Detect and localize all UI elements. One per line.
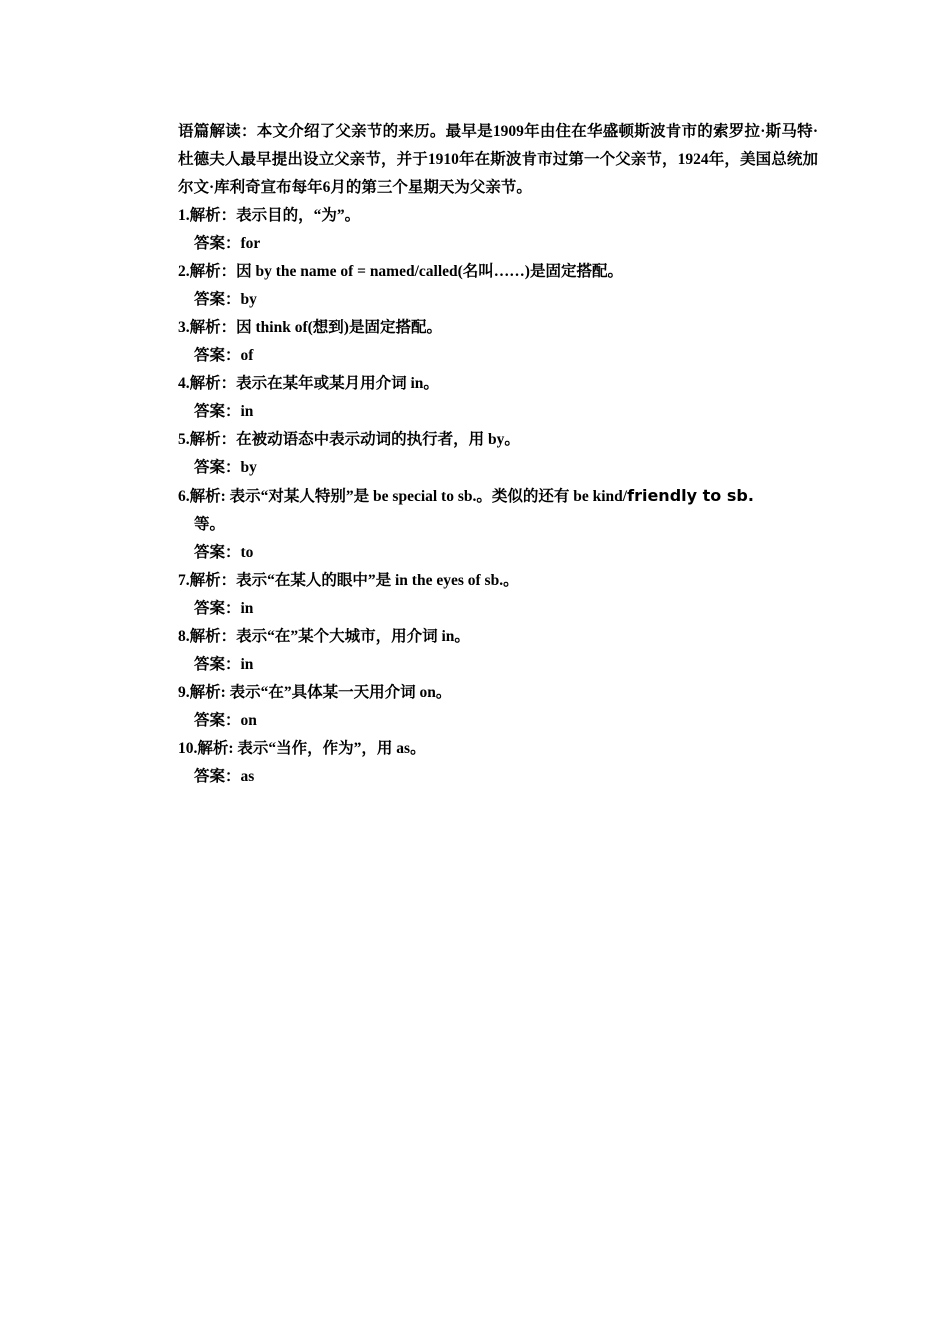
document-body <box>178 118 818 791</box>
item-7-explanation: 7.解析：表示“在某人的眼中”是 in the eyes of sb.。 <box>178 572 519 589</box>
item-10-answer: 答案：as <box>194 768 255 785</box>
summary-text: 本文介绍了父亲节的来历。最早是1909年由住在华盛顿斯波肯市的索罗拉·斯马特·杜德夫人最早提出设立父亲节，并于1910年在斯波肯市过第一个父亲节，1924年，美国总统加尔文·库利奇宣布每年6月的第三个星期天为父亲节。 <box>178 123 818 196</box>
passage-summary <box>178 118 818 202</box>
item-7-answer: 答案：in <box>194 600 254 617</box>
item-6-explanation-sans: friendly to sb. <box>627 486 754 505</box>
item-6-explanation-main: 6.解析: 表示“对某人特别”是 be special to sb.。类似的还有 be kind/ <box>178 488 628 505</box>
item-3-answer: 答案：of <box>194 347 254 364</box>
summary-label: 语篇解读： <box>178 123 257 140</box>
item-5-explanation: 5.解析：在被动语态中表示动词的执行者，用 by。 <box>178 431 520 448</box>
item-10-explanation: 10.解析: 表示“当作，作为”，用 as。 <box>178 740 426 757</box>
item-6-explanation <box>178 482 818 511</box>
item-8-explanation: 8.解析：表示“在”某个大城市，用介词 in。 <box>178 628 470 645</box>
item-9-explanation: 9.解析: 表示“在”具体某一天用介词 on。 <box>178 684 452 701</box>
item-8-answer: 答案：in <box>194 656 254 673</box>
item-4-answer: 答案：in <box>194 403 254 420</box>
item-4-explanation: 4.解析：表示在某年或某月用介词 in。 <box>178 375 439 392</box>
item-2-answer: 答案：by <box>194 291 257 308</box>
item-6-explanation-continued: 等。 <box>194 516 226 533</box>
item-1-answer: 答案：for <box>194 235 261 252</box>
item-5-answer: 答案：by <box>194 459 257 476</box>
item-1-explanation: 1.解析：表示目的，“为”。 <box>178 207 361 224</box>
item-6-answer: 答案：to <box>194 544 254 561</box>
item-3-explanation: 3.解析：因 think of(想到)是固定搭配。 <box>178 319 442 336</box>
item-2-explanation: 2.解析：因 by the name of = named/called(名叫……)是固定搭配。 <box>178 263 623 280</box>
item-9-answer: 答案：on <box>194 712 257 729</box>
